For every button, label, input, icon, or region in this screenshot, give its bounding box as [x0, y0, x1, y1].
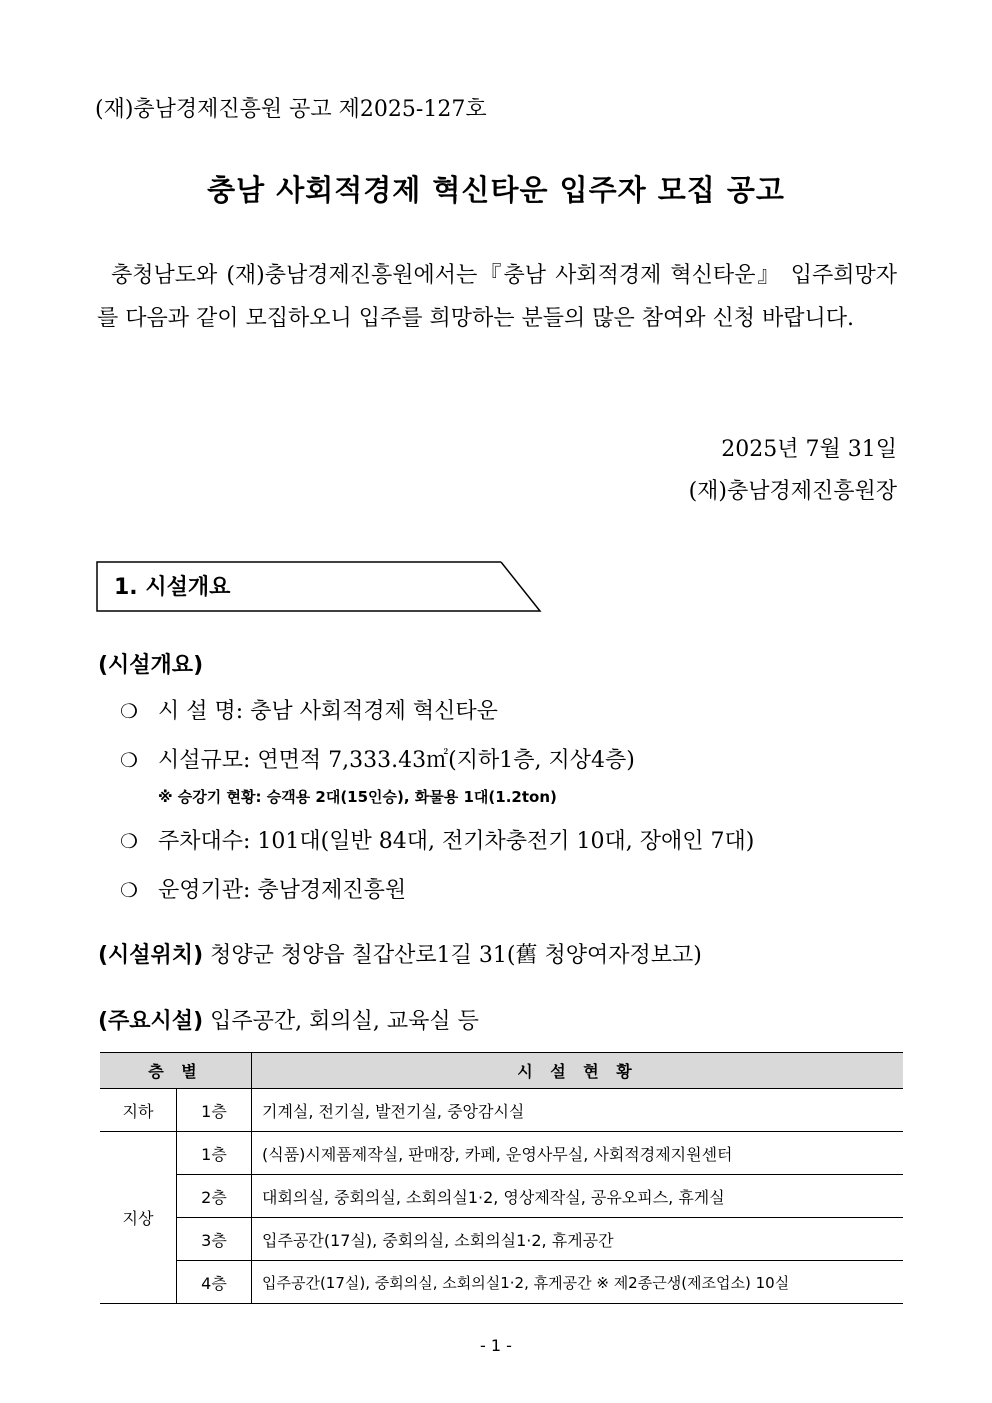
header-status: 시 설 현 황 [252, 1053, 904, 1089]
floor-cell: 3층 [177, 1218, 252, 1261]
main-facilities-label: (주요시설) [98, 1009, 204, 1034]
table-row [100, 1261, 903, 1304]
section-title: 1. 시설개요 [114, 575, 231, 600]
parking-item [120, 824, 754, 855]
table-header-row [100, 1053, 903, 1089]
level-aboveground: 지상 [100, 1132, 177, 1304]
header-floor: 층 별 [100, 1053, 252, 1089]
status-cell: 대회의실, 중회의실, 소회의실1·2, 영상제작실, 공유오피스, 휴게실 [252, 1175, 904, 1218]
bullet-circle-icon: ❍ [120, 829, 138, 853]
item-value: 충남 사회적경제 혁신타운 [250, 699, 498, 724]
page-number: - 1 - [480, 1336, 512, 1355]
bullet-circle-icon: ❍ [120, 748, 138, 772]
facility-scale-item [120, 743, 635, 774]
bullet-circle-icon: ❍ [120, 878, 138, 902]
item-label: 주차대수: [158, 829, 251, 854]
intro-text: 충청남도와 (재)충남경제진흥원에서는『충남 사회적경제 혁신타운』 입주희망자를 다음과 같이 모집하오니 입주를 희망하는 분들의 많은 참여와 신청 바랍니다. [97, 263, 897, 331]
item-value: 101대(일반 84대, 전기차충전기 10대, 장애인 7대) [257, 829, 755, 854]
table-row [100, 1175, 903, 1218]
item-value: 연면적 7,333.43㎡(지하1층, 지상4층) [257, 748, 635, 773]
item-label: 운영기관: [158, 878, 251, 903]
main-facilities [98, 1004, 479, 1035]
elevator-note: ※ 승강기 현황: 승객용 2대(15인승), 화물용 1대(1.2ton) [158, 788, 557, 806]
status-cell: 입주공간(17실), 중회의실, 소회의실1·2, 휴게공간 [252, 1218, 904, 1261]
page-title: 충남 사회적경제 혁신타운 입주자 모집 공고 [207, 173, 785, 207]
table-row [100, 1089, 903, 1132]
main-facilities-value: 입주공간, 회의실, 교육실 등 [210, 1009, 479, 1034]
operator-item [120, 873, 406, 904]
facility-table [100, 1052, 903, 1304]
facility-location [98, 938, 702, 969]
item-value: 충남경제진흥원 [257, 878, 407, 903]
issuing-organization: (재)충남경제진흥원장 [688, 479, 897, 504]
status-cell: 기계실, 전기실, 발전기실, 중앙감시실 [252, 1089, 904, 1132]
level-underground: 지하 [100, 1089, 177, 1132]
floor-cell: 1층 [177, 1132, 252, 1175]
status-cell: 입주공간(17실), 중회의실, 소회의실1·2, 휴게공간 ※ 제2종근생(제조업소) 10실 [252, 1261, 904, 1304]
floor-cell: 1층 [177, 1089, 252, 1132]
section-heading-box [96, 561, 542, 613]
facility-name-item [120, 694, 498, 725]
floor-cell: 4층 [177, 1261, 252, 1304]
table-row [100, 1132, 903, 1175]
location-value: 청양군 청양읍 칠갑산로1길 31(舊 청양여자정보고) [210, 943, 702, 968]
item-label: 시 설 명: [158, 699, 244, 724]
location-label: (시설위치) [98, 943, 204, 968]
notice-date: 2025년 7월 31일 [721, 437, 897, 462]
facility-overview-heading: (시설개요) [98, 653, 204, 678]
intro-paragraph [97, 254, 897, 340]
status-cell: (식품)시제품제작실, 판매장, 카페, 운영사무실, 사회적경제지원센터 [252, 1132, 904, 1175]
floor-cell: 2층 [177, 1175, 252, 1218]
table-row [100, 1218, 903, 1261]
bullet-circle-icon: ❍ [120, 699, 138, 723]
item-label: 시설규모: [158, 748, 251, 773]
notice-number: (재)충남경제진흥원 공고 제2025-127호 [95, 97, 487, 122]
